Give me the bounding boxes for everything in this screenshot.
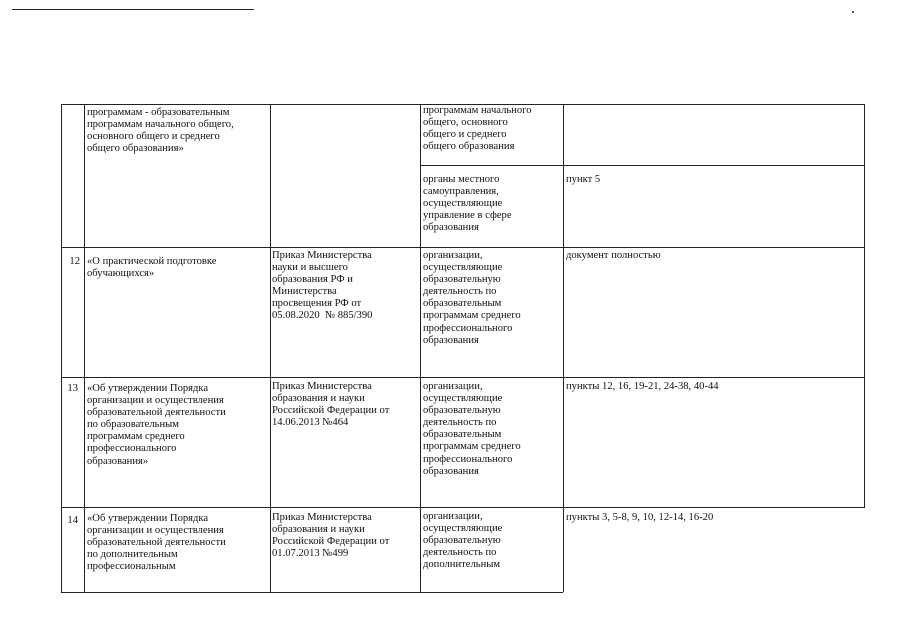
- scan-speck: [852, 11, 854, 13]
- column-divider-subjects: [563, 104, 564, 592]
- subrow-divider: [420, 165, 864, 166]
- column-divider-title: [270, 104, 271, 592]
- row-divider-13: [61, 377, 864, 378]
- table-border-bottom: [61, 592, 563, 593]
- header-rule: [12, 9, 254, 10]
- column-divider-document: [420, 104, 421, 592]
- row-cont-subject-1: программам начального общего, основного общего и среднего общего образования: [423, 105, 532, 153]
- row-12-number: 12: [69, 256, 80, 267]
- row-12-title: «О практической подготовке обучающихся»: [87, 256, 217, 280]
- table-border-right: [864, 104, 865, 508]
- row-cont-title: программам - образовательным программам начального общего, основного общего и среднего общего образования»: [87, 107, 234, 155]
- row-14-scope: пункты 3, 5-8, 9, 10, 12-14, 16-20: [566, 512, 714, 523]
- row-13-title: «Об утверждении Порядка организации и осуществления образовательной деятельности по образовательным программам среднего профессионального образования»: [87, 383, 226, 467]
- row-cont-subject-2: органы местного самоуправления, осуществляющие управление в сфере образования: [423, 174, 512, 234]
- row-cont-scope-2: пункт 5: [566, 174, 601, 185]
- row-13-number: 13: [67, 383, 78, 394]
- row-12-scope: документ полностью: [566, 250, 661, 261]
- row-13-document: Приказ Министерства образования и науки Российской Федерации от 14.06.2013 №464: [272, 381, 390, 429]
- row-divider-14: [61, 507, 864, 508]
- row-14-number: 14: [67, 515, 78, 526]
- row-13-scope: пункты 12, 16, 19-21, 24-38, 40-44: [566, 381, 719, 392]
- row-13-subject: организации, осуществляющие образовательную деятельность по образовательным программам среднего профессионального образования: [423, 381, 521, 477]
- row-14-title: «Об утверждении Порядка организации и осуществления образовательной деятельности по дополнительным профессиональным: [87, 513, 226, 573]
- row-14-document: Приказ Министерства образования и науки Российской Федерации от 01.07.2013 №499: [272, 512, 390, 560]
- column-divider-num: [84, 104, 85, 592]
- row-14-subject: организации, осуществляющие образовательную деятельность по дополнительным: [423, 511, 503, 571]
- row-12-subject: организации, осуществляющие образовательную деятельность по образовательным программам среднего профессионального образования: [423, 250, 521, 346]
- row-divider-12: [61, 247, 864, 248]
- row-12-document: Приказ Министерства науки и высшего образования РФ и Министерства просвещения РФ от 05.08.2020 № 885/390: [272, 250, 373, 322]
